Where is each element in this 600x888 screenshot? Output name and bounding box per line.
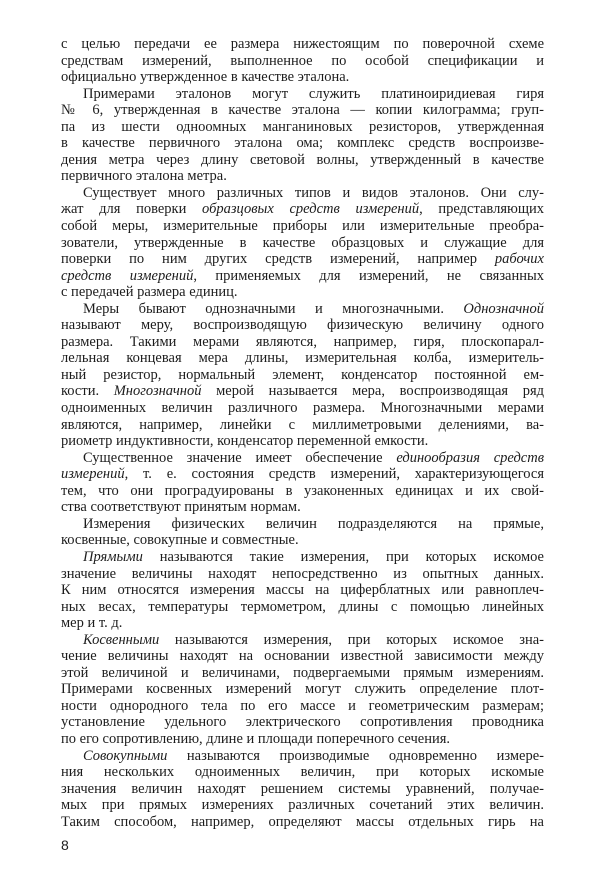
text-segment: Существует много различных типов и видов эталонов. Они слу-: [83, 184, 544, 201]
text-line: [61, 665, 544, 682]
text-segment: с передачей размера единиц.: [61, 284, 238, 301]
text-line: [61, 433, 544, 450]
text-segment: Меры бывают однозначными и многозначными.: [83, 300, 464, 317]
text-segment: К ним относятся измерения массы на циферблатных или равноплеч-: [61, 582, 544, 599]
text-line: [61, 367, 544, 384]
italic-term: Однозначной: [463, 300, 544, 317]
text-segment: мых при прямых измерениях различных сочетаний этих величин.: [61, 797, 544, 814]
text-segment: , представляющих: [419, 201, 544, 218]
text-line: [61, 714, 544, 731]
text-line: [61, 516, 544, 533]
text-line: [61, 201, 544, 218]
text-segment: ности однородного тела по его массе и геометрическим размерам;: [61, 697, 544, 714]
italic-term: измерений: [61, 466, 125, 483]
text-line: [61, 632, 544, 649]
italic-term: рабочих: [494, 251, 544, 268]
text-line: [61, 781, 544, 798]
text-line: [61, 483, 544, 500]
text-line: [61, 599, 544, 616]
text-line: [61, 797, 544, 814]
text-line: [61, 235, 544, 252]
text-segment: поверки по ним других средств измерений, например: [61, 251, 495, 268]
text-segment: жат для поверки: [61, 201, 203, 218]
italic-term: Косвенными: [83, 631, 160, 648]
text-line: [61, 135, 544, 152]
text-segment: ных весах, температуры термометром, длины с помощью линейных: [61, 598, 544, 615]
text-line: [61, 681, 544, 698]
text-segment: Таким способом, например, определяют массы отдельных гирь на: [61, 813, 544, 830]
text-line: [61, 748, 544, 765]
text-line: [61, 284, 544, 301]
text-line: [61, 53, 544, 70]
text-segment: называются такие измерения, при которых искомое: [142, 548, 544, 565]
text-segment: Примерами косвенных измерений могут служить определение плот-: [61, 681, 544, 698]
text-segment: официально утвержденное в качестве эталона.: [61, 69, 350, 86]
italic-term: средств измерений: [61, 267, 194, 284]
text-segment: в качестве первичного эталона ома; комплекс средств воспроизве-: [61, 135, 544, 152]
text-line: [61, 499, 544, 516]
text-line: [61, 317, 544, 334]
text-line: [61, 566, 544, 583]
text-segment: этой величиной и величинами, подвергаемыми прямым измерениям.: [61, 664, 544, 681]
text-segment: называются производимые одновременно измере-: [167, 747, 544, 764]
text-line: [61, 450, 544, 467]
text-segment: па из шести одноомных манганиновых резисторов, утвержденная: [61, 118, 544, 135]
text-segment: тем, что они проградуированы в узаконенных единицах и их свой-: [61, 482, 544, 499]
text-line: [61, 466, 544, 483]
text-segment: значение величины находят непосредственно из опытных данных.: [61, 565, 544, 582]
italic-term: Прямыми: [83, 548, 143, 565]
text-segment: значения величин находят решением системы уравнений, получае-: [61, 780, 544, 797]
document-body: [61, 36, 544, 830]
text-line: [61, 549, 544, 566]
text-segment: средствам измерений, выполненное по особой спецификации и: [61, 52, 544, 69]
text-segment: мерой называется мера, воспроизводящая ряд: [201, 383, 545, 400]
text-segment: № 6, утвержденная в качестве эталона — копии килограмма; груп-: [61, 102, 544, 119]
text-segment: называют меру, воспроизводящую физическую величину одного: [61, 317, 544, 334]
text-segment: , применяемых для измерений, не связанных: [193, 267, 544, 284]
text-segment: кости.: [61, 383, 114, 400]
text-segment: лельная концевая мера длины, измерительная колба, измеритель-: [61, 350, 544, 367]
text-line: [61, 119, 544, 136]
text-line: [61, 69, 544, 86]
text-segment: дения метра через длину световой волны, утвержденный в качестве: [61, 151, 544, 168]
italic-term: Многозначной: [113, 383, 202, 400]
text-segment: ный резистор, нормальный элемент, конденсатор постоянной ем-: [61, 366, 544, 383]
text-line: [61, 764, 544, 781]
text-line: [61, 582, 544, 599]
text-segment: одноименных величин различного размера. Многозначными мерами: [61, 400, 544, 417]
text-segment: Измерения физических величин подразделяются на прямые,: [83, 515, 544, 532]
text-segment: ния нескольких одноименных величин, при которых искомые: [61, 764, 544, 781]
text-line: [61, 251, 544, 268]
text-segment: собой меры, измерительные приборы или измерительные преобра-: [61, 218, 544, 235]
text-line: [61, 731, 544, 748]
text-segment: риометр индуктивности, конденсатор переменной емкости.: [61, 433, 429, 450]
page-number: 8: [61, 837, 69, 853]
text-line: [61, 400, 544, 417]
text-line: [61, 648, 544, 665]
text-segment: размера. Такими мерами являются, например, гиря, плоскопарал-: [61, 333, 544, 350]
text-segment: , т. е. состояния средств измерений, характеризующегося: [124, 466, 544, 483]
text-line: [61, 417, 544, 434]
text-line: [61, 383, 544, 400]
text-line: [61, 350, 544, 367]
text-line: [61, 86, 544, 103]
text-line: [61, 185, 544, 202]
text-segment: являются, например, линейки с миллиметровыми делениями, ва-: [61, 416, 544, 433]
text-segment: Примерами эталонов могут служить платиноиридиевая гиря: [83, 85, 544, 102]
text-segment: чение величины находят на основании известной зависимости между: [61, 648, 544, 665]
text-segment: косвенные, совокупные и совместные.: [61, 532, 299, 549]
text-line: [61, 152, 544, 169]
text-segment: называются измерения, при которых искомое зна-: [159, 631, 544, 648]
text-segment: Существенное значение имеет обеспечение: [83, 449, 397, 466]
text-segment: ства соответствуют принятым нормам.: [61, 499, 301, 516]
text-segment: зователи, утвержденные в качестве образцовых и служащие для: [61, 234, 544, 251]
text-line: [61, 814, 544, 831]
text-segment: мер и т. д.: [61, 615, 123, 632]
text-line: [61, 36, 544, 53]
italic-term: образцовых средств измерений: [202, 201, 420, 218]
text-segment: по его сопротивлению, длине и площади поперечного сечения.: [61, 730, 451, 747]
text-line: [61, 698, 544, 715]
text-line: [61, 268, 544, 285]
text-line: [61, 102, 544, 119]
text-segment: с целью передачи ее размера нижестоящим по поверочной схеме: [61, 36, 544, 52]
text-segment: первичного эталона метра.: [61, 168, 227, 185]
text-line: [61, 334, 544, 351]
text-line: [61, 168, 544, 185]
italic-term: Совокупными: [83, 747, 168, 764]
text-segment: установление удельного электрического сопротивления проводника: [61, 714, 544, 731]
text-line: [61, 615, 544, 632]
text-line: [61, 532, 544, 549]
italic-term: единообразия средств: [396, 449, 544, 466]
text-line: [61, 218, 544, 235]
text-line: [61, 301, 544, 318]
